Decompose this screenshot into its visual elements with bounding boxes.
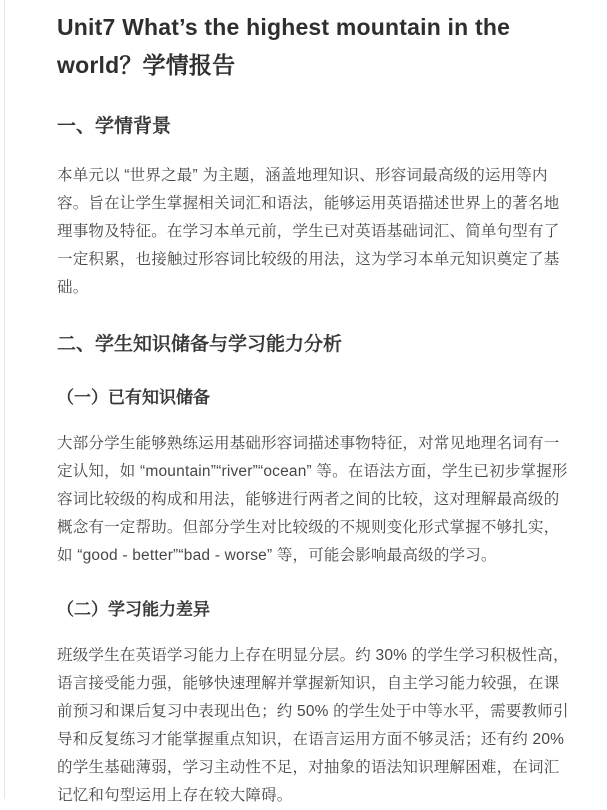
subsection-existing-knowledge-paragraph: 大部分学生能够熟练运用基础形容词描述事物特征，对常见地理名词有一定认知，如 “mountain”“river”“ocean” 等。在语法方面，学生已初步掌握形容词比较级的构成和用法，能够进行两者之间的比较，这对理解最高级的概念有一定帮助。但部分学生对比较级的不规则变化形式掌握不够扎实，如 “good - better”“bad - worse” 等，可能会影响最高级的学习。 — [57, 435, 568, 564]
section-heading-analysis: 二、学生知识储备与学习能力分析 — [57, 334, 343, 355]
report-title: Unit7 What’s the highest mountain in the world？学情报告 — [57, 14, 511, 78]
subsection-ability-differences-paragraph: 班级学生在英语学习能力上存在明显分层。约 30% 的学生学习积极性高，语言接受能力强，能够快速理解并掌握新知识，自主学习能力较强，在课前预习和课后复习中表现出色；约 50% 的学生处于中等水平，需要教师引导和反复练习才能掌握重点知识，在语言运用方面不够灵活；还有约 20% 的学生基础薄弱，学习主动性不足，对抽象的语法知识理解困难，在词汇记忆和句型运用上存在较大障碍。 — [57, 647, 569, 804]
panel-left-border — [4, 0, 5, 799]
subsection-heading-existing-knowledge: （一）已有知识储备 — [57, 388, 210, 407]
section-heading-background: 一、学情背景 — [57, 116, 172, 137]
section-background-paragraph: 本单元以 “世界之最” 为主题，涵盖地理知识、形容词最高级的运用等内容。旨在让学生掌握相关词汇和语法，能够运用英语描述世界上的著名地理事物及特征。在学习本单元前，学生已对英语基础词汇、简单句型有了一定积累，也接触过形容词比较级的用法，这为学习本单元知识奠定了基础。 — [57, 167, 560, 296]
subsection-heading-ability-differences: （二）学习能力差异 — [57, 600, 210, 619]
